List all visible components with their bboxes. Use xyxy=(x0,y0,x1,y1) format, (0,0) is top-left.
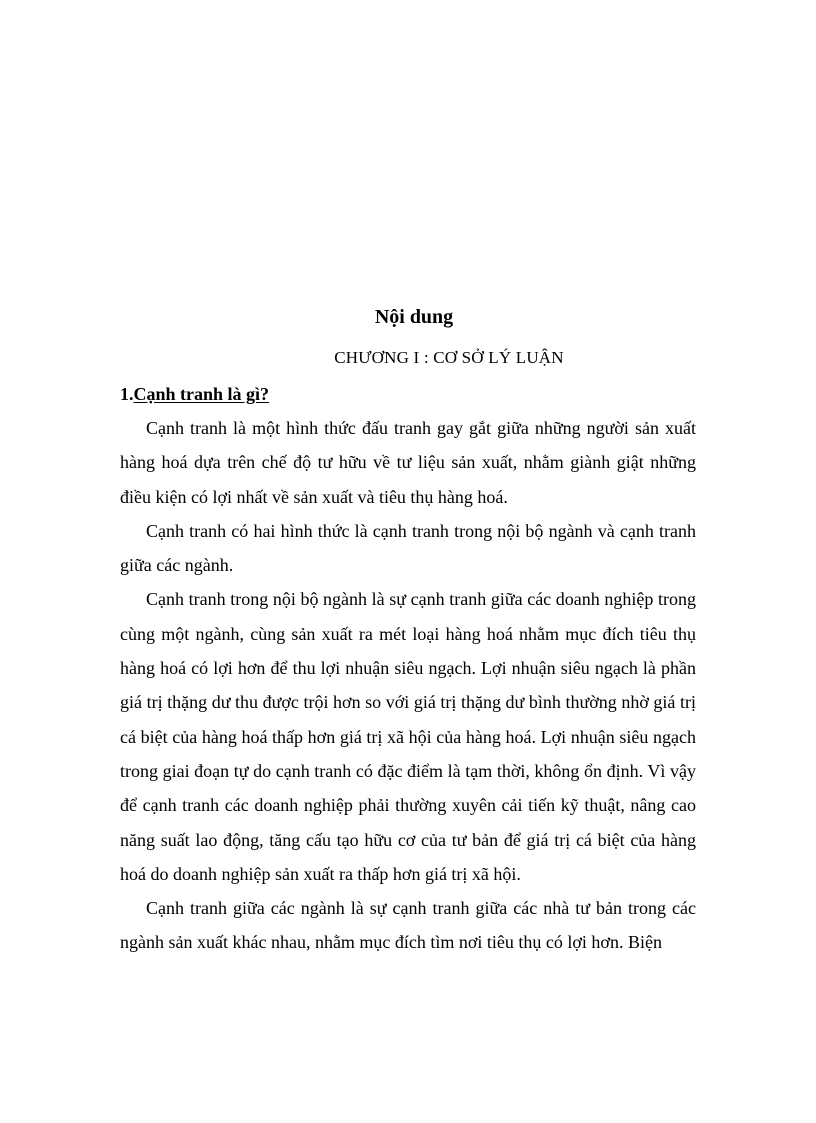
body-text xyxy=(120,411,696,960)
chapter-heading: CHƯƠNG I : CƠ SỞ LÝ LUẬN xyxy=(334,348,564,367)
paragraph: Cạnh tranh giữa các ngành là sự cạnh tranh giữa các nhà tư bản trong các ngành sản xuất khác nhau, nhằm mục đích tìm nơi tiêu thụ có lợi hơn. Biện xyxy=(120,898,696,953)
paragraph: Cạnh tranh là một hình thức đấu tranh gay gắt giữa những người sản xuất hàng hoá dựa trên chế độ tư hữu về tư liệu sản xuất, nhằm giành giật những điều kiện có lợi nhất về sản xuất và tiêu thụ hàng hoá. xyxy=(120,418,696,507)
paragraph: Cạnh tranh có hai hình thức là cạnh tranh trong nội bộ ngành và cạnh tranh giữa các ngành. xyxy=(120,520,696,576)
paragraph: Cạnh tranh trong nội bộ ngành là sự cạnh tranh giữa các doanh nghiệp trong cùng một ngành, cùng sản xuất ra mét loại hàng hoá nhằm mục đích tiêu thụ hàng hoá có lợi hơn để thu lợi nhuận siêu ngạch. Lợi nhuận siêu ngạch là phần giá trị thặng dư thu được trội hơn so với giá trị thặng dư bình thường nhờ giá trị cá biệt của hàng hoá thấp hơn giá trị xã hội của hàng hoá. Lợi nhuận siêu ngạch trong giai đoạn tự do cạnh tranh có đặc điểm là tạm thời, không ổn định. Vì vậy để cạnh tranh các doanh nghiệp phải thường xuyên cải tiến kỹ thuật, nâng cao năng suất lao động, tăng cấu tạo hữu cơ của tư bản để giá trị cá biệt của hàng hoá do doanh nghiệp sản xuất ra thấp hơn giá trị xã hội. xyxy=(120,589,696,884)
section-number: 1. xyxy=(120,384,134,404)
section-title: Cạnh tranh là gì? xyxy=(133,384,270,404)
page-title: Nội dung xyxy=(374,306,454,328)
section-heading xyxy=(120,383,269,405)
